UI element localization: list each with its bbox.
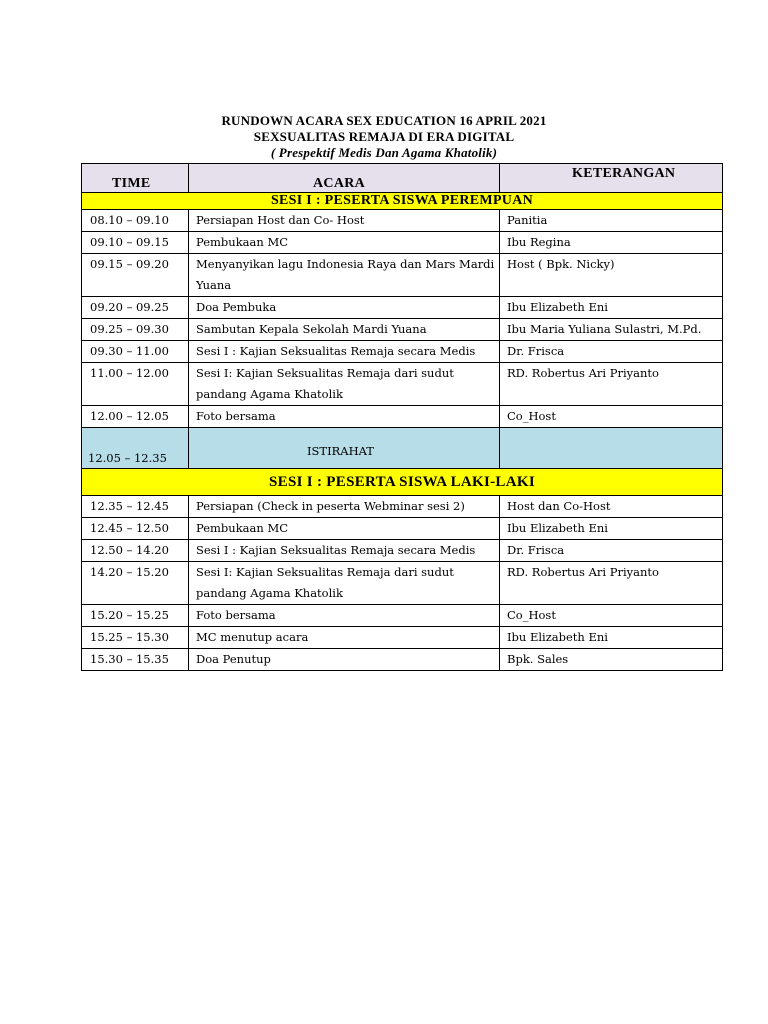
document-title-block bbox=[0, 113, 768, 161]
time-cell: 09.10 – 09.15 bbox=[82, 232, 189, 254]
table-header-row bbox=[82, 164, 723, 193]
header-time: TIME bbox=[82, 164, 189, 193]
table-row bbox=[82, 319, 723, 341]
table-row bbox=[82, 518, 723, 540]
title-line-1: RUNDOWN ACARA SEX EDUCATION 16 APRIL 2021 bbox=[221, 113, 547, 128]
acara-cell: Sesi I: Kajian Seksualitas Remaja dari sudut pandang Agama Khatolik bbox=[189, 363, 500, 406]
acara-cell: Sesi I : Kajian Seksualitas Remaja secara Medis bbox=[189, 540, 500, 562]
acara-cell: Pembukaan MC bbox=[189, 232, 500, 254]
acara-cell: Sesi I: Kajian Seksualitas Remaja dari sudut pandang Agama Khatolik bbox=[189, 562, 500, 605]
session-1-banner bbox=[82, 193, 723, 210]
session-2-label: SESI I : PESERTA SISWA LAKI-LAKI bbox=[82, 469, 723, 496]
table-row bbox=[82, 540, 723, 562]
keterangan-cell: Ibu Elizabeth Eni bbox=[500, 627, 723, 649]
time-cell: 12.45 – 12.50 bbox=[82, 518, 189, 540]
keterangan-cell: Dr. Frisca bbox=[500, 341, 723, 363]
keterangan-cell: Dr. Frisca bbox=[500, 540, 723, 562]
time-cell: 08.10 – 09.10 bbox=[82, 210, 189, 232]
table-row bbox=[82, 232, 723, 254]
time-cell: 12.35 – 12.45 bbox=[82, 496, 189, 518]
time-cell: 09.25 – 09.30 bbox=[82, 319, 189, 341]
keterangan-cell: Ibu Regina bbox=[500, 232, 723, 254]
time-cell: 15.25 – 15.30 bbox=[82, 627, 189, 649]
keterangan-cell: Ibu Elizabeth Eni bbox=[500, 297, 723, 319]
break-acara-cell: ISTIRAHAT bbox=[189, 428, 500, 469]
time-cell: 15.30 – 15.35 bbox=[82, 649, 189, 671]
time-cell: 09.20 – 09.25 bbox=[82, 297, 189, 319]
keterangan-cell: Co_Host bbox=[500, 406, 723, 428]
table-row bbox=[82, 341, 723, 363]
keterangan-cell: Host dan Co-Host bbox=[500, 496, 723, 518]
time-cell: 11.00 – 12.00 bbox=[82, 363, 189, 406]
acara-cell: Menyanyikan lagu Indonesia Raya dan Mars Mardi Yuana bbox=[189, 254, 500, 297]
header-acara: ACARA bbox=[189, 164, 500, 193]
time-cell: 14.20 – 15.20 bbox=[82, 562, 189, 605]
keterangan-cell: Co_Host bbox=[500, 605, 723, 627]
table-row bbox=[82, 297, 723, 319]
break-time-cell: 12.05 – 12.35 bbox=[82, 428, 189, 469]
acara-cell: Pembukaan MC bbox=[189, 518, 500, 540]
rundown-table bbox=[81, 163, 723, 671]
table-row bbox=[82, 627, 723, 649]
time-cell: 15.20 – 15.25 bbox=[82, 605, 189, 627]
time-cell: 12.00 – 12.05 bbox=[82, 406, 189, 428]
table-row bbox=[82, 210, 723, 232]
time-cell: 09.15 – 09.20 bbox=[82, 254, 189, 297]
table-row bbox=[82, 605, 723, 627]
break-row bbox=[82, 428, 723, 469]
keterangan-cell: Ibu Maria Yuliana Sulastri, M.Pd. bbox=[500, 319, 723, 341]
acara-cell: MC menutup acara bbox=[189, 627, 500, 649]
acara-cell: Foto bersama bbox=[189, 406, 500, 428]
time-cell: 09.30 – 11.00 bbox=[82, 341, 189, 363]
table-row bbox=[82, 496, 723, 518]
acara-cell: Foto bersama bbox=[189, 605, 500, 627]
acara-cell: Persiapan Host dan Co- Host bbox=[189, 210, 500, 232]
keterangan-cell: Bpk. Sales bbox=[500, 649, 723, 671]
time-cell: 12.50 – 14.20 bbox=[82, 540, 189, 562]
break-keterangan-cell bbox=[500, 428, 723, 469]
title-line-2: SEXSUALITAS REMAJA DI ERA DIGITAL bbox=[253, 129, 515, 144]
header-keterangan: KETERANGAN bbox=[500, 164, 723, 193]
table-row bbox=[82, 254, 723, 297]
keterangan-cell: Ibu Elizabeth Eni bbox=[500, 518, 723, 540]
keterangan-cell: Panitia bbox=[500, 210, 723, 232]
session-1-label: SESI I : PESERTA SISWA PEREMPUAN bbox=[82, 193, 723, 210]
title-line-3: ( Prespektif Medis Dan Agama Khatolik) bbox=[270, 145, 498, 160]
keterangan-cell: Host ( Bpk. Nicky) bbox=[500, 254, 723, 297]
acara-cell: Doa Pembuka bbox=[189, 297, 500, 319]
table-row bbox=[82, 363, 723, 406]
table-row bbox=[82, 406, 723, 428]
session-2-banner bbox=[82, 469, 723, 496]
keterangan-cell: RD. Robertus Ari Priyanto bbox=[500, 363, 723, 406]
table-row bbox=[82, 649, 723, 671]
acara-cell: Persiapan (Check in peserta Webminar sesi 2) bbox=[189, 496, 500, 518]
table-row bbox=[82, 562, 723, 605]
acara-cell: Sambutan Kepala Sekolah Mardi Yuana bbox=[189, 319, 500, 341]
acara-cell: Doa Penutup bbox=[189, 649, 500, 671]
acara-cell: Sesi I : Kajian Seksualitas Remaja secara Medis bbox=[189, 341, 500, 363]
keterangan-cell: RD. Robertus Ari Priyanto bbox=[500, 562, 723, 605]
